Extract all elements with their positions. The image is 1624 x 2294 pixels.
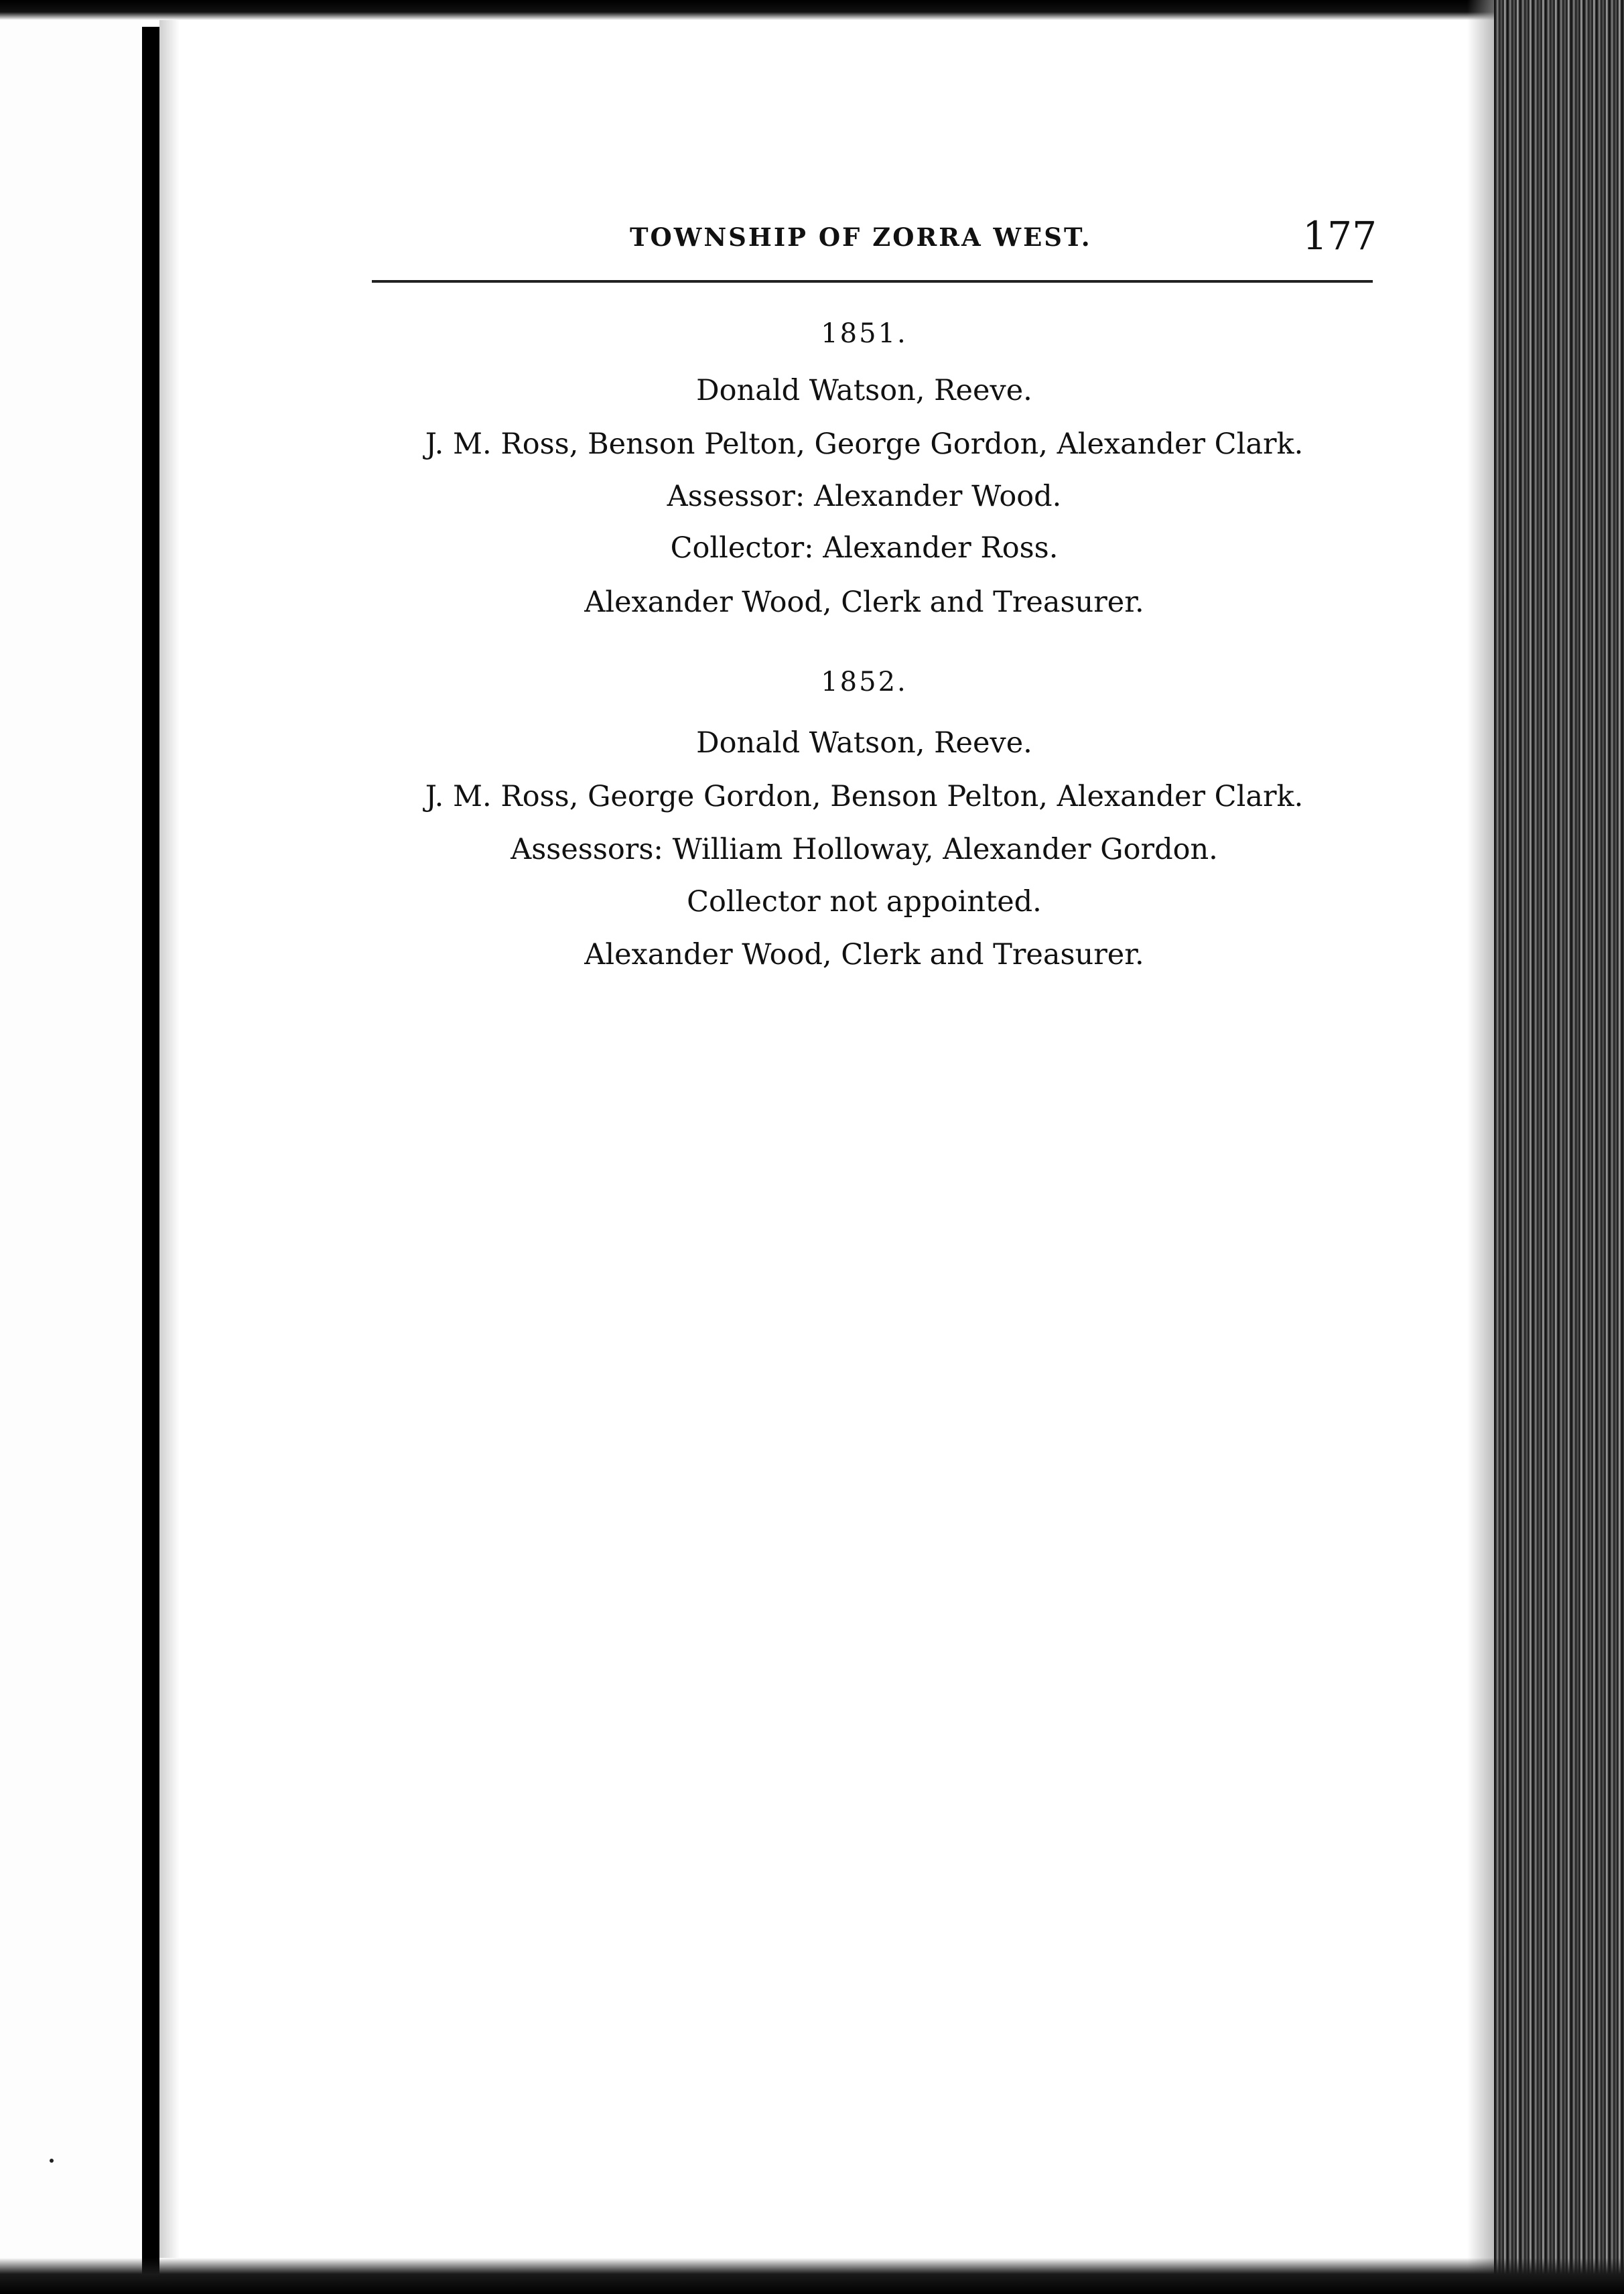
book-spine-edge xyxy=(1494,0,1624,2294)
collector-line: Collector: Alexander Ross. xyxy=(670,531,1059,565)
clerk-treasurer-line: Alexander Wood, Clerk and Treasurer. xyxy=(584,586,1144,619)
gutter-shadow xyxy=(159,20,180,2258)
facing-page-edge xyxy=(0,20,142,2258)
page-header xyxy=(372,213,1377,260)
reeve-line: Donald Watson, Reeve. xyxy=(696,374,1032,407)
reeve-line: Donald Watson, Reeve. xyxy=(696,726,1032,760)
margin-speck xyxy=(50,2159,54,2163)
running-title: TOWNSHIP OF ZORRA WEST. xyxy=(630,222,1092,252)
page-number: 177 xyxy=(1302,213,1377,259)
collector-line: Collector not appointed. xyxy=(687,885,1042,919)
section-year: 1852. xyxy=(821,667,908,697)
scan-bottom-edge xyxy=(0,2258,1624,2294)
assessors-line: Assessors: William Holloway, Alexander Gordon. xyxy=(511,833,1218,866)
header-rule xyxy=(372,280,1373,283)
section-year: 1851. xyxy=(821,318,908,349)
book-gutter xyxy=(142,27,159,2294)
clerk-treasurer-line: Alexander Wood, Clerk and Treasurer. xyxy=(584,938,1144,971)
scan-top-edge xyxy=(0,0,1624,20)
assessor-line: Assessor: Alexander Wood. xyxy=(667,480,1062,513)
councillors-line: J. M. Ross, Benson Pelton, George Gordon, Alexander Clark. xyxy=(425,427,1304,461)
councillors-line: J. M. Ross, George Gordon, Benson Pelton, Alexander Clark. xyxy=(425,780,1304,813)
